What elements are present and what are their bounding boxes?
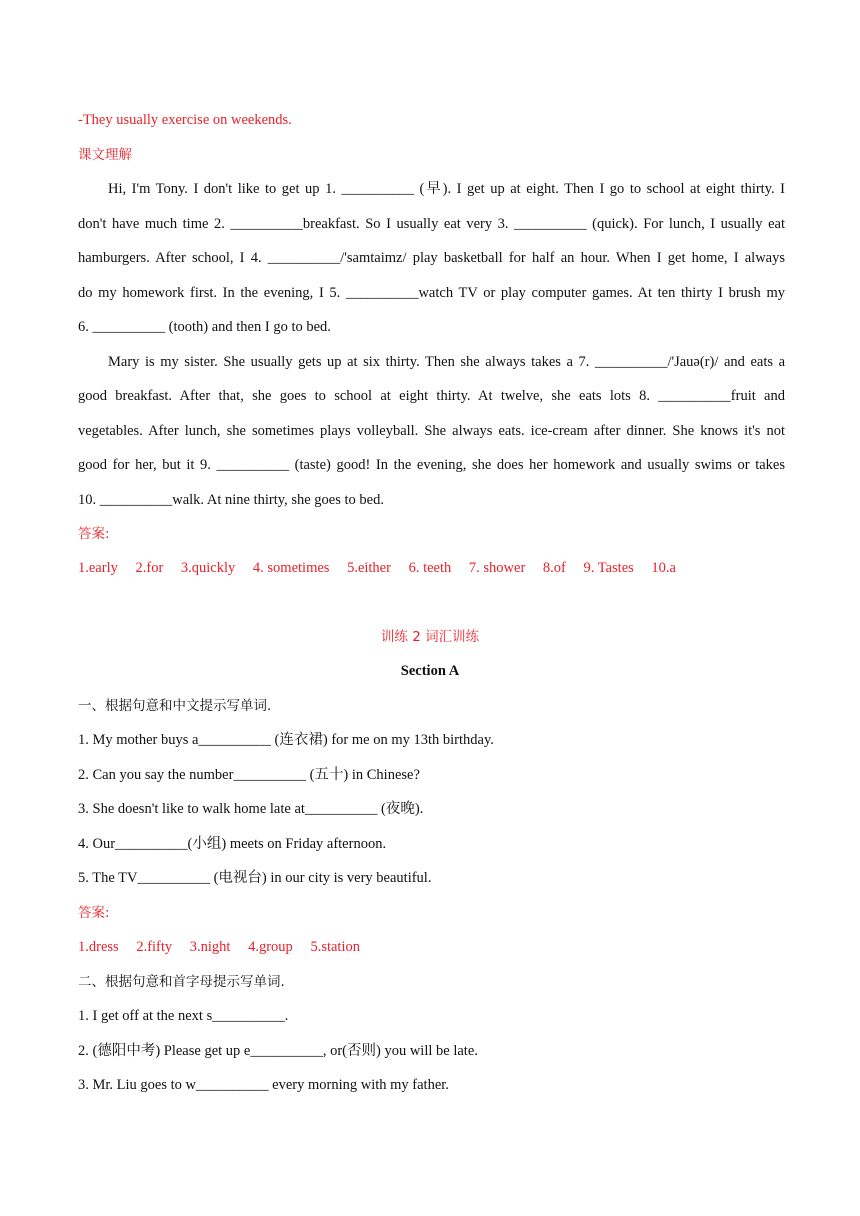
question-item: 2. (德阳中考) Please get up e__________, or(否则) you will be late. [78, 1043, 478, 1059]
answer-label: 答案: [78, 905, 110, 921]
passage-line: don't have much time 2. __________breakfast. So I usually eat very 3. __________ (quick). For lunch, I usually eat [78, 216, 785, 232]
answer-item: 10.a [651, 560, 676, 576]
passage-line: Hi, I'm Tony. I don't like to get up 1. __________ (早). I get up at eight. Then I go to school at eight thirty. I [108, 181, 785, 197]
answer-label: 答案: [78, 526, 110, 542]
question-item: 3. Mr. Liu goes to w__________ every morning with my father. [78, 1077, 449, 1093]
exercise-line: -They usually exercise on weekends. [78, 112, 292, 128]
question-item: 1. I get off at the next s__________. [78, 1008, 289, 1024]
part2-instruction: 二、根据句意和首字母提示写单词. [78, 974, 285, 990]
training-title: 训练 2 词汇训练 [380, 629, 480, 645]
answer-item: 2.for [135, 560, 164, 576]
answer-item: 4. sometimes [252, 560, 330, 576]
question-item: 1. My mother buys a__________ (连衣裙) for me on my 13th birthday. [78, 732, 494, 748]
passage-line: vegetables. After lunch, she sometimes plays volleyball. She always eats. ice-cream after dinner. She knows it's not [78, 423, 785, 439]
question-item: 4. Our__________(小组) meets on Friday afternoon. [78, 836, 387, 852]
passage-line: do my homework first. In the evening, I 5. __________watch TV or play computer games. At ten thirty I brush my [78, 285, 785, 301]
question-item: 5. The TV__________ (电视台) in our city is very beautiful. [78, 870, 432, 886]
answer-item: 4.group [248, 939, 293, 955]
answer-item: 2.fifty [136, 939, 173, 955]
answer-item: 6. teeth [408, 560, 452, 576]
answer-item: 9. Tastes [583, 560, 634, 576]
part1-instruction: 一、根据句意和中文提示写单词. [78, 698, 272, 714]
passage-line: 6. __________ (tooth) and then I go to bed. [78, 319, 331, 335]
passage-line: Mary is my sister. She usually gets up at six thirty. Then she always takes a 7. __________/'Jauə(r)/ and eats a [108, 354, 785, 370]
question-item: 2. Can you say the number__________ (五十) in Chinese? [78, 767, 420, 783]
answer-item: 7. shower [468, 560, 526, 576]
section-heading: 课文理解 [78, 147, 132, 163]
passage-line: hamburgers. After school, I 4. __________/'samtaimz/ play basketball for half an hour. When I get home, I always [78, 250, 785, 266]
question-item: 3. She doesn't like to walk home late at__________ (夜晚). [78, 801, 424, 817]
answer-item: 8.of [542, 560, 566, 576]
answer-item: 5.station [310, 939, 360, 955]
passage-line: 10. __________walk. At nine thirty, she goes to bed. [78, 492, 384, 508]
answer-item: 1.dress [78, 939, 119, 955]
passage-line: good for her, but it 9. __________ (taste) good! In the evening, she does her homework and usually swims or takes [78, 457, 785, 473]
answer-key [78, 937, 785, 957]
answer-item: 3.quickly [180, 560, 236, 576]
section-title: Section A [400, 663, 460, 679]
answer-item: 3.night [189, 939, 231, 955]
passage-line: good breakfast. After that, she goes to school at eight thirty. At twelve, she eats lots 8. __________fruit and [78, 388, 785, 404]
answer-key [78, 558, 785, 578]
answer-item: 5.either [347, 560, 391, 576]
answer-item: 1.early [78, 560, 118, 576]
